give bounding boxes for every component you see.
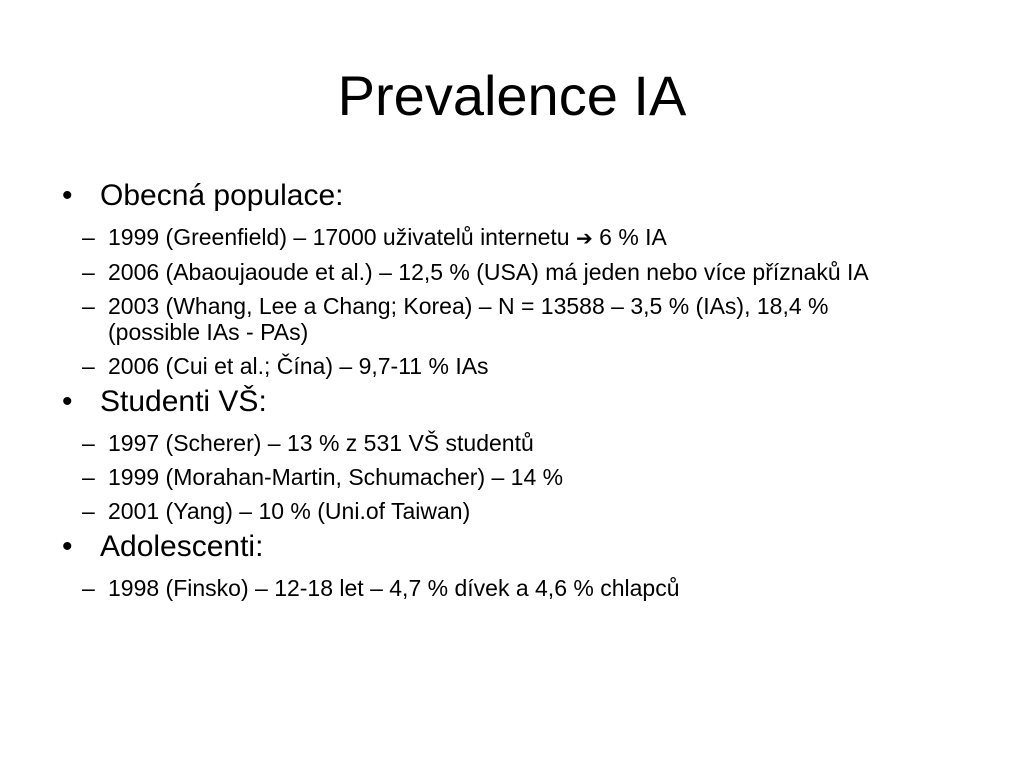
bullet-heading: Studenti VŠ: xyxy=(100,385,267,418)
dash-icon: – xyxy=(82,498,95,524)
sub-bullet-item xyxy=(82,498,962,524)
sub-bullet-text-main: 2003 (Whang, Lee a Chang; Korea) – N = 13588 – 3,5 % (IAs), 18,4 % (possible IAs - PAs) xyxy=(108,293,829,345)
sub-bullet-item xyxy=(82,224,962,251)
sub-bullet-item xyxy=(82,430,962,456)
sub-bullet-item xyxy=(82,293,962,345)
dash-icon: – xyxy=(82,224,95,250)
sub-bullet-text-main: 2001 (Yang) – 10 % (Uni.of Taiwan) xyxy=(108,498,471,524)
sub-bullet-item xyxy=(82,259,962,285)
sub-bullet-text xyxy=(108,293,918,345)
sub-bullet-text xyxy=(108,353,918,379)
bullet-item xyxy=(62,527,962,567)
dash-icon: – xyxy=(82,353,95,379)
sub-bullet-list xyxy=(62,430,962,524)
bullet-section xyxy=(62,382,962,524)
dash-icon: – xyxy=(82,575,95,601)
sub-bullet-text xyxy=(108,575,918,601)
slide-title: Prevalence IA xyxy=(337,64,687,127)
sub-bullet-text xyxy=(108,498,918,524)
sub-bullet-text-after: 6 % IA xyxy=(592,224,667,250)
sub-bullet-text xyxy=(108,224,918,251)
sub-bullet-list xyxy=(62,575,962,601)
sub-bullet-text-main: 1998 (Finsko) – 12-18 let – 4,7 % dívek a 4,6 % chlapců xyxy=(108,575,680,601)
sub-bullet-item xyxy=(82,353,962,379)
bullet-item xyxy=(62,176,962,216)
slide-content xyxy=(62,176,962,601)
sub-bullet-text-main: 2006 (Cui et al.; Čína) – 9,7-11 % IAs xyxy=(108,353,489,379)
bullet-heading: Adolescenti: xyxy=(100,530,264,563)
bullet-dot-icon: • xyxy=(62,530,73,563)
dash-icon: – xyxy=(82,430,95,456)
dash-icon: – xyxy=(82,259,95,285)
sub-bullet-text-main: 1999 (Morahan-Martin, Schumacher) – 14 % xyxy=(108,464,564,490)
sub-bullet-text xyxy=(108,430,918,456)
dash-icon: – xyxy=(82,464,95,490)
bullet-heading: Obecná populace: xyxy=(100,179,344,212)
arrow-right-icon: ➔ xyxy=(575,226,593,250)
sub-bullet-item xyxy=(82,575,962,601)
sub-bullet-list xyxy=(62,224,962,379)
sub-bullet-item xyxy=(82,464,962,490)
bullet-section xyxy=(62,176,962,379)
bullet-section xyxy=(62,527,962,601)
dash-icon: – xyxy=(82,293,95,319)
sub-bullet-text xyxy=(108,464,918,490)
sub-bullet-text-main: 1999 (Greenfield) – 17000 uživatelů internetu xyxy=(108,224,576,250)
bullet-item xyxy=(62,382,962,422)
bullet-dot-icon: • xyxy=(62,179,73,212)
bullet-dot-icon: • xyxy=(62,385,73,418)
sub-bullet-text-main: 2006 (Abaoujaoude et al.) – 12,5 % (USA) má jeden nebo více příznaků IA xyxy=(108,259,869,285)
sub-bullet-text xyxy=(108,259,918,285)
sub-bullet-text-main: 1997 (Scherer) – 13 % z 531 VŠ studentů xyxy=(108,430,534,456)
